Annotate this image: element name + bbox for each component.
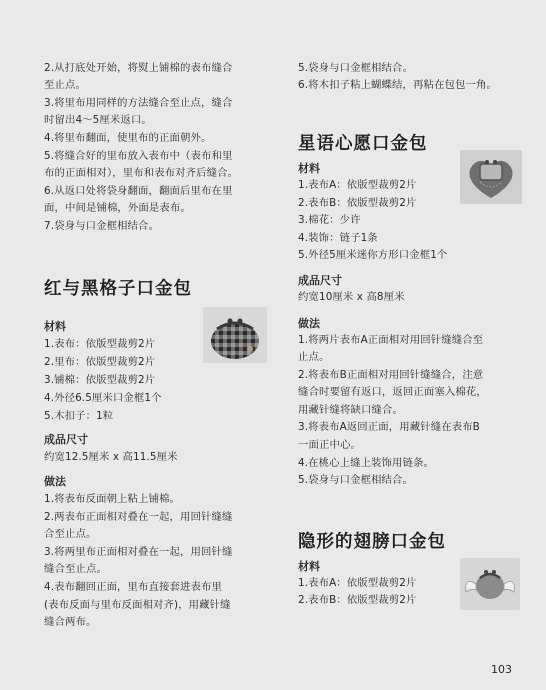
- material-item: 5.木扣子：1粒: [44, 410, 114, 422]
- method-step: 缝合至止点。: [44, 563, 107, 575]
- plaid-purse-photo: [203, 307, 267, 363]
- size-value: 约宽10厘米 x 高8厘米: [298, 291, 405, 303]
- material-item: 3.棉花：少许: [298, 214, 361, 226]
- intro-step: 7.袋身与口金框相结合。: [44, 220, 160, 232]
- material-item: 2.表布B：依版型裁剪2片: [298, 594, 417, 606]
- material-item: 1.表布A：依版型裁剪2片: [298, 577, 417, 589]
- method-step: 缝合时要留有返口，返回正面塞入棉花，: [298, 386, 487, 398]
- heart-purse-photo: [460, 150, 522, 204]
- method-step: 合至止点。: [44, 528, 97, 540]
- method-step: 1.将表布反面朝上粘上铺棉。: [44, 493, 180, 505]
- method-step: 4.在桃心上缝上装饰用链条。: [298, 457, 434, 469]
- section-title-red-black-plaid: 红与黑格子口金包: [44, 279, 192, 299]
- method-step: 5.袋身与口金框相结合。: [298, 474, 414, 486]
- method-heading: 做法: [44, 475, 66, 488]
- page-number: 103: [491, 663, 512, 676]
- method-step: 2.将表布B正面相对用回针缝缝合，注意: [298, 369, 484, 381]
- size-value: 约宽12.5厘米 x 高11.5厘米: [44, 451, 178, 463]
- material-item: 2.表布B：依版型裁剪2片: [298, 197, 417, 209]
- section-title-star-wish: 星语心愿口金包: [298, 134, 428, 154]
- size-heading: 成品尺寸: [298, 274, 342, 287]
- method-step: 止点。: [298, 351, 330, 363]
- method-step: 缝合两布。: [44, 616, 97, 628]
- method-step: 2.两表布正面相对叠在一起，用回针缝缝: [44, 511, 233, 523]
- intro-step: 5.将缝合好的里布放入表布中（表布和里: [44, 150, 233, 162]
- method-step: 1.将两片表布A正面相对用回针缝缝合至: [298, 334, 484, 346]
- top-step: 6.将木扣子粘上蝴蝶结，再粘在包包一角。: [298, 79, 497, 91]
- intro-step: 3.将里布用同样的方法缝合至止点，缝合: [44, 97, 233, 109]
- material-item: 5.外径5厘米迷你方形口金框1个: [298, 249, 448, 261]
- method-heading: 做法: [298, 317, 320, 330]
- material-item: 4.外径6.5厘米口金框1个: [44, 392, 162, 404]
- size-heading: 成品尺寸: [44, 433, 88, 446]
- method-step: 3.将表布A返回正面，用藏针缝在表布B: [298, 421, 480, 433]
- intro-step: 面，中间是铺棉，外面是表布。: [44, 202, 191, 214]
- material-item: 3.铺棉：依版型裁剪2片: [44, 374, 156, 386]
- method-step: 用藏针缝将缺口缝合。: [298, 404, 403, 416]
- intro-step: 4.将里布翻面，使里布的正面朝外。: [44, 132, 212, 144]
- method-step: 4.表布翻回正面，里布直接套进表布里: [44, 581, 222, 593]
- section-title-invisible-wings: 隐形的翅膀口金包: [298, 532, 446, 552]
- intro-step: 至止点。: [44, 79, 86, 91]
- material-item: 4.装饰：链子1条: [298, 232, 378, 244]
- method-step: 3.将两里布正面相对叠在一起，用回针缝: [44, 546, 233, 558]
- intro-step: 时留出4～5厘米返口。: [44, 114, 152, 126]
- materials-heading: 材料: [298, 560, 320, 573]
- material-item: 1.表布：依版型裁剪2片: [44, 338, 156, 350]
- materials-heading: 材料: [298, 162, 320, 175]
- intro-step: 2.从打底处开始，将熨上铺棉的表布缝合: [44, 62, 233, 74]
- intro-step: 布的正面相对），里布和表布对齐后缝合。: [44, 167, 239, 179]
- wings-purse-photo: [460, 558, 520, 610]
- materials-heading: 材料: [44, 320, 66, 333]
- material-item: 1.表布A：依版型裁剪2片: [298, 179, 417, 191]
- top-step: 5.袋身与口金框相结合。: [298, 62, 414, 74]
- method-step: 一面正中心。: [298, 439, 361, 451]
- material-item: 2.里布：依版型裁剪2片: [44, 356, 156, 368]
- method-step: (表布反面与里布反面相对齐)，用藏针缝: [44, 599, 231, 611]
- intro-step: 6.从返口处将袋身翻面，翻面后里布在里: [44, 185, 233, 197]
